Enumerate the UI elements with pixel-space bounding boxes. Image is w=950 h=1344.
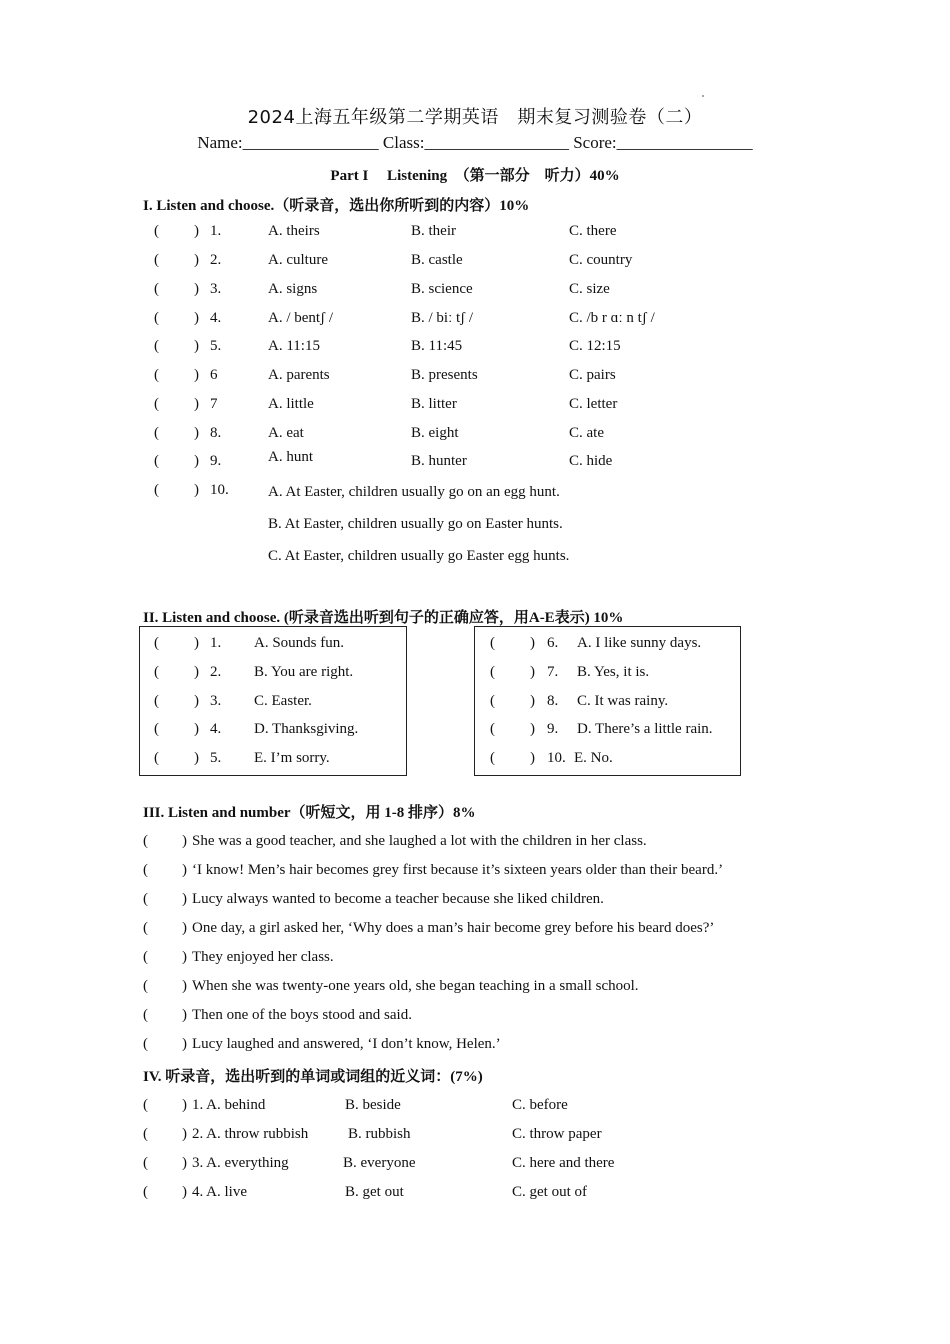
s1-item-6-answer-blank[interactable] [160,366,192,386]
s1-item-number: 7 [210,396,218,412]
page-title: 2024上海五年级第二学期英语 期末复习测验卷（二） [247,107,703,128]
s1-item-4-close: ) [194,310,199,326]
s2-right-item-9-open: ( [490,721,495,737]
s1-option-a: A. parents [268,367,330,383]
s3-item-8-close: ) [182,1036,187,1052]
s2-left-item-2-close: ) [194,664,199,680]
section2-title: II. Listen and choose. (听录音选出听到句子的正确应答，用A-E表示) 10% [143,610,624,626]
s3-sentence: One day, a girl asked her, ‘Why does a man’s hair become grey before his beard does?’ [192,920,715,936]
s2-right-item-9-answer-blank[interactable] [496,720,528,740]
s1-option-c: C. At Easter, children usually go Easter egg hunts. [268,548,570,564]
s1-option-a: A. 11:15 [268,338,320,354]
s1-option-c: C. pairs [569,367,616,383]
s4-option-b: B. rubbish [348,1126,411,1142]
s3-sentence: Lucy always wanted to become a teacher because she liked children. [192,891,604,907]
s1-item-9-open: ( [154,453,159,469]
s2-right-item-8-close: ) [530,693,535,709]
s4-option-a: 1. A. behind [192,1097,266,1113]
s1-option-c: C. hide [569,453,613,469]
s1-option-c: C. size [569,281,610,297]
s3-item-8-open: ( [143,1036,148,1052]
s4-item-1-answer-blank[interactable] [149,1096,180,1116]
s2-item-number: 7. [547,664,559,680]
s2-item-number: 9. [547,721,559,737]
s4-item-4-open: ( [143,1184,148,1200]
s4-item-3-open: ( [143,1155,148,1171]
s3-item-4-close: ) [182,920,187,936]
s2-left-item-1-answer-blank[interactable] [160,634,192,654]
s1-item-10-close: ) [194,482,199,498]
s1-item-7-open: ( [154,396,159,412]
s1-option-b: B. science [411,281,473,297]
s2-item-number: 5. [210,750,222,766]
s3-item-3-answer-blank[interactable] [149,890,180,910]
s1-item-number: 4. [210,310,222,326]
s2-right-item-7-open: ( [490,664,495,680]
s1-item-4-answer-blank[interactable] [160,309,192,329]
s2-item-number: 3. [210,693,222,709]
s3-item-7-close: ) [182,1007,187,1023]
s1-option-b: B. their [411,223,456,239]
s1-item-8-open: ( [154,425,159,441]
s2-right-item-10-answer-blank[interactable] [496,749,528,769]
s1-item-1-close: ) [194,223,199,239]
s2-left-item-2-open: ( [154,664,159,680]
s2-right-item-7-answer-blank[interactable] [496,663,528,683]
s2-left-item-4-close: ) [194,721,199,737]
s4-option-a: 3. A. everything [192,1155,289,1171]
s1-item-8-answer-blank[interactable] [160,424,192,444]
s2-item-number: 2. [210,664,222,680]
s2-left-item-1-open: ( [154,635,159,651]
s2-right-item-6-open: ( [490,635,495,651]
s2-left-item-4-open: ( [154,721,159,737]
s1-option-a: A. hunt [268,449,313,465]
s1-item-8-close: ) [194,425,199,441]
s2-response-option: B. Yes, it is. [577,664,650,680]
s3-sentence: Lucy laughed and answered, ‘I don’t know, Helen.’ [192,1036,501,1052]
s4-item-3-close: ) [182,1155,187,1171]
s3-sentence: ‘I know! Men’s hair becomes grey first because it’s sixteen years older than their beard.’ [192,862,724,878]
s1-item-number: 3. [210,281,222,297]
s1-option-a: A. eat [268,425,304,441]
s2-item-number: 1. [210,635,222,651]
s4-option-b: B. get out [345,1184,404,1200]
s1-item-3-answer-blank[interactable] [160,280,192,300]
s2-item-number: 8. [547,693,559,709]
s2-left-item-2-answer-blank[interactable] [160,663,192,683]
part-heading: Part I Listening （第一部分 听力）40% [330,168,620,184]
s2-response-option: C. It was rainy. [577,693,669,709]
s2-right-item-10-open: ( [490,750,495,766]
s4-item-4-answer-blank[interactable] [149,1183,180,1203]
s1-option-c: C. /b r ɑː n tʃ / [569,310,655,326]
s1-option-b: B. / biː tʃ / [411,310,474,326]
s1-option-a: A. culture [268,252,328,268]
s4-option-a: 4. A. live [192,1184,247,1200]
s2-right-item-6-answer-blank[interactable] [496,634,528,654]
s4-option-c: C. throw paper [512,1126,602,1142]
s2-left-item-4-answer-blank[interactable] [160,720,192,740]
s3-item-3-close: ) [182,891,187,907]
s1-option-c: C. letter [569,396,618,412]
s1-option-b: B. eight [411,425,459,441]
s3-item-1-open: ( [143,833,148,849]
s1-item-6-close: ) [194,367,199,383]
s2-item-number: 10. [547,750,566,766]
s4-item-2-answer-blank[interactable] [149,1125,180,1145]
s2-response-option: B. You are right. [254,664,354,680]
s3-item-2-open: ( [143,862,148,878]
s2-right-item-10-close: ) [530,750,535,766]
s1-item-3-open: ( [154,281,159,297]
s2-left-item-5-answer-blank[interactable] [160,749,192,769]
s1-option-b: B. hunter [411,453,467,469]
s2-response-option: D. There’s a little rain. [577,721,713,737]
s1-option-a: A. / bentʃ / [268,310,333,326]
s2-response-option: C. Easter. [254,693,312,709]
s1-option-a: A. theirs [268,223,320,239]
s2-response-option: A. I like sunny days. [577,635,702,651]
student-info-fields: Name:________________ Class:_________________ Score:________________ [197,133,753,152]
s1-item-number: 1. [210,223,222,239]
s2-right-item-8-answer-blank[interactable] [496,692,528,712]
s1-item-number: 5. [210,338,222,354]
s3-sentence: Then one of the boys stood and said. [192,1007,412,1023]
s3-item-4-open: ( [143,920,148,936]
s2-response-option: E. No. [574,750,613,766]
s3-item-3-open: ( [143,891,148,907]
s2-left-item-5-open: ( [154,750,159,766]
s3-item-8-answer-blank[interactable] [149,1035,180,1055]
s3-item-5-answer-blank[interactable] [149,948,180,968]
s1-item-10-open: ( [154,482,159,498]
s1-item-9-close: ) [194,453,199,469]
s4-item-4-close: ) [182,1184,187,1200]
s1-item-7-close: ) [194,396,199,412]
stray-dot [702,95,704,97]
s3-item-7-open: ( [143,1007,148,1023]
s4-item-1-close: ) [182,1097,187,1113]
s2-left-item-3-close: ) [194,693,199,709]
s2-right-item-6-close: ) [530,635,535,651]
s3-item-4-answer-blank[interactable] [149,919,180,939]
s4-option-c: C. before [512,1097,568,1113]
s1-option-c: C. ate [569,425,604,441]
s1-option-a: A. little [268,396,314,412]
s1-item-5-open: ( [154,338,159,354]
s4-item-1-open: ( [143,1097,148,1113]
s1-item-1-open: ( [154,223,159,239]
s2-item-number: 4. [210,721,222,737]
section1-title: I. Listen and choose.（听录音，选出你所听到的内容）10% [143,198,530,214]
s3-item-2-answer-blank[interactable] [149,861,180,881]
section4-title: IV. 听录音，选出听到的单词或词组的近义词：(7%) [143,1069,483,1085]
s2-right-item-9-close: ) [530,721,535,737]
s1-item-5-close: ) [194,338,199,354]
s3-item-6-answer-blank[interactable] [149,977,180,997]
s1-option-a: A. At Easter, children usually go on an egg hunt. [268,484,560,500]
s2-right-item-8-open: ( [490,693,495,709]
s3-item-2-close: ) [182,862,187,878]
s3-item-5-open: ( [143,949,148,965]
s1-item-1-answer-blank[interactable] [160,222,192,242]
s4-option-c: C. here and there [512,1155,615,1171]
s2-right-item-7-close: ) [530,664,535,680]
s2-response-option: E. I’m sorry. [254,750,330,766]
s1-item-number: 8. [210,425,222,441]
s1-item-5-answer-blank[interactable] [160,337,192,357]
s1-option-b: B. presents [411,367,478,383]
s3-sentence: They enjoyed her class. [192,949,334,965]
s2-item-number: 6. [547,635,559,651]
s1-item-6-open: ( [154,367,159,383]
s1-item-3-close: ) [194,281,199,297]
s1-item-number: 6 [210,367,218,383]
s1-option-c: C. there [569,223,617,239]
s4-item-2-open: ( [143,1126,148,1142]
s2-left-item-5-close: ) [194,750,199,766]
s1-item-2-open: ( [154,252,159,268]
s3-sentence: She was a good teacher, and she laughed a lot with the children in her class. [192,833,647,849]
s2-response-option: A. Sounds fun. [254,635,345,651]
s1-option-c: C. country [569,252,633,268]
s3-item-1-answer-blank[interactable] [149,832,180,852]
s3-item-5-close: ) [182,949,187,965]
s1-item-number: 2. [210,252,222,268]
s4-option-b: B. beside [345,1097,401,1113]
s2-left-item-3-open: ( [154,693,159,709]
s3-sentence: When she was twenty-one years old, she began teaching in a small school. [192,978,639,994]
s4-option-a: 2. A. throw rubbish [192,1126,309,1142]
s1-item-number: 10. [210,482,229,498]
s2-response-option: D. Thanksgiving. [254,721,359,737]
s1-item-2-answer-blank[interactable] [160,251,192,271]
s1-option-a: A. signs [268,281,318,297]
s1-option-b: B. 11:45 [411,338,463,354]
s1-item-9-answer-blank[interactable] [160,452,192,472]
s4-item-3-answer-blank[interactable] [149,1154,180,1174]
s4-item-2-close: ) [182,1126,187,1142]
s1-option-b: B. litter [411,396,457,412]
s1-option-b: B. At Easter, children usually go on Easter hunts. [268,516,563,532]
s3-item-1-close: ) [182,833,187,849]
s3-item-6-open: ( [143,978,148,994]
s4-option-c: C. get out of [512,1184,587,1200]
s4-option-b: B. everyone [343,1155,416,1171]
s1-option-c: C. 12:15 [569,338,621,354]
s1-item-10-answer-blank[interactable] [160,481,192,501]
s1-item-number: 9. [210,453,222,469]
s2-left-item-3-answer-blank[interactable] [160,692,192,712]
section3-title: III. Listen and number（听短文，用 1-8 排序）8% [143,805,476,821]
s1-item-4-open: ( [154,310,159,326]
s2-left-item-1-close: ) [194,635,199,651]
s1-item-2-close: ) [194,252,199,268]
s3-item-6-close: ) [182,978,187,994]
s1-option-b: B. castle [411,252,463,268]
s1-item-7-answer-blank[interactable] [160,395,192,415]
s3-item-7-answer-blank[interactable] [149,1006,180,1026]
